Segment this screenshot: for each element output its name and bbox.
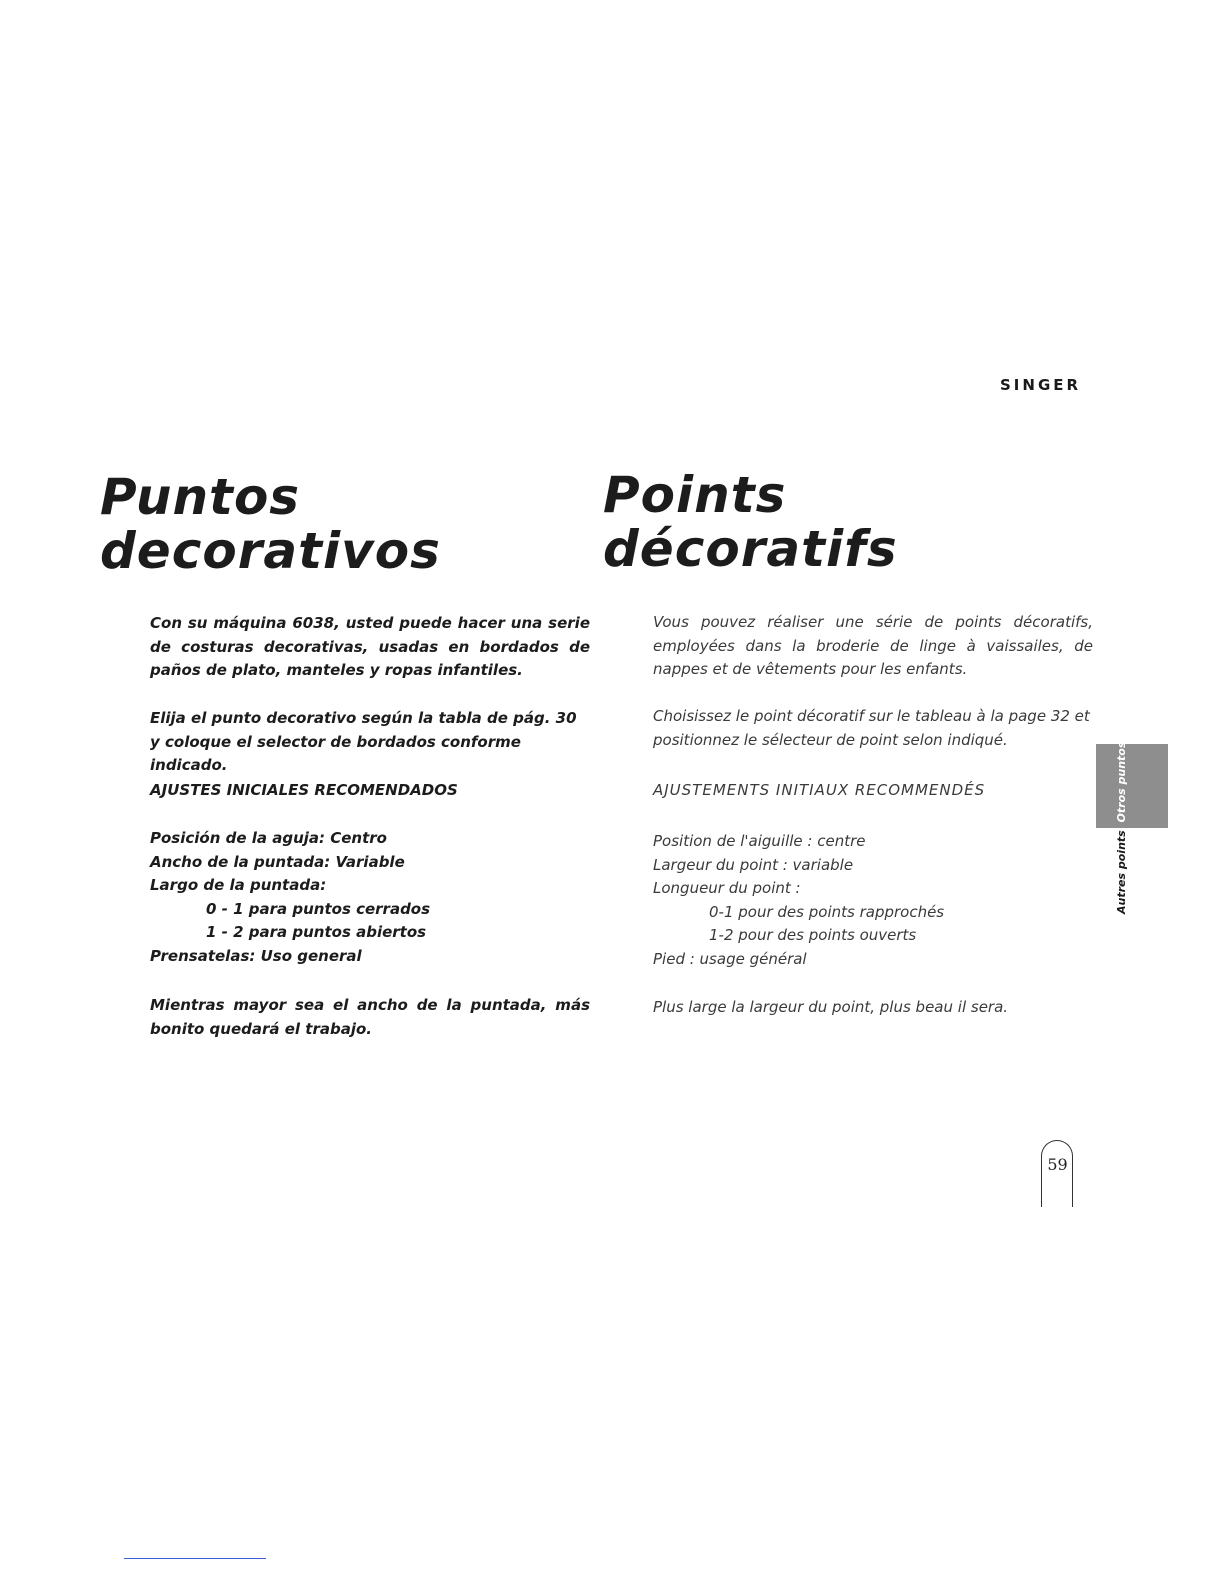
french-needle-position: Position de l'aiguille : centre xyxy=(653,832,866,850)
title-french-line1: Points xyxy=(603,466,787,524)
french-tip-block xyxy=(653,996,1093,1020)
french-settings-list xyxy=(653,830,1093,971)
title-french xyxy=(603,468,898,576)
french-stitch-width: Largeur du point : variable xyxy=(653,855,854,874)
spanish-length-closed: 0 - 1 para puntos cerrados xyxy=(206,899,431,918)
french-settings-heading-block xyxy=(653,779,1093,803)
title-french-line2: décoratifs xyxy=(603,520,898,578)
french-settings-heading: AJUSTEMENTS INITIAUX RECOMMENDÉS xyxy=(653,781,986,799)
french-length-open: 1-2 pour des points ouverts xyxy=(709,926,917,944)
spanish-stitch-length: Largo de la puntada: xyxy=(150,876,327,894)
french-stitch-length: Longueur du point : xyxy=(653,879,801,897)
bottom-divider xyxy=(124,1558,266,1559)
french-intro: Vous pouvez réaliser une série de points décoratifs, employées dans la broderie de linge à vaissailes, de nappes et de vêtements pour les enfants. xyxy=(653,613,1093,678)
spanish-column xyxy=(150,612,590,683)
spanish-settings-heading-block xyxy=(150,779,590,803)
spanish-choose-block xyxy=(150,707,590,778)
french-tip: Plus large la largeur du point, plus beau il sera. xyxy=(653,998,1009,1016)
spanish-stitch-width: Ancho de la puntada: Variable xyxy=(150,852,405,871)
french-choose-block xyxy=(653,705,1093,752)
spanish-settings-list xyxy=(150,827,590,968)
title-spanish xyxy=(100,470,441,578)
title-spanish-line2: decorativos xyxy=(100,522,441,580)
spanish-needle-position: Posición de la aguja: Centro xyxy=(150,829,387,847)
spanish-length-open: 1 - 2 para puntos abiertos xyxy=(206,923,427,941)
spanish-tip-block xyxy=(150,994,590,1041)
spanish-tip: Mientras mayor sea el ancho de la puntada, más bonito quedará el trabajo. xyxy=(150,996,590,1038)
spanish-choose: Elija el punto decorativo según la tabla de pág. 30 y coloque el selector de bordados conforme indicado. xyxy=(150,709,577,774)
section-tab-label-fr: Autres points xyxy=(1115,830,1128,914)
title-spanish-line1: Puntos xyxy=(100,468,301,526)
french-length-closed: 0-1 pour des points rapprochés xyxy=(709,902,945,921)
section-tab-label xyxy=(1110,741,1134,914)
french-presser-foot: Pied : usage général xyxy=(653,949,807,968)
french-choose: Choisissez le point décoratif sur le tableau à la page 32 et positionnez le sélecteur de point selon indiqué. xyxy=(653,707,1090,749)
spanish-settings-heading: AJUSTES INICIALES RECOMENDADOS xyxy=(150,781,458,799)
brand-logo: SINGER xyxy=(1000,376,1082,394)
french-column xyxy=(653,611,1093,682)
spanish-presser-foot: Prensatelas: Uso general xyxy=(150,946,362,965)
page-number: 59 xyxy=(1047,1155,1068,1174)
spanish-intro: Con su máquina 6038, usted puede hacer una serie de costuras decorativas, usadas en bordados de paños de plato, manteles y ropas infantiles. xyxy=(150,614,590,679)
section-tab-label-es: Otros puntos xyxy=(1115,741,1128,823)
